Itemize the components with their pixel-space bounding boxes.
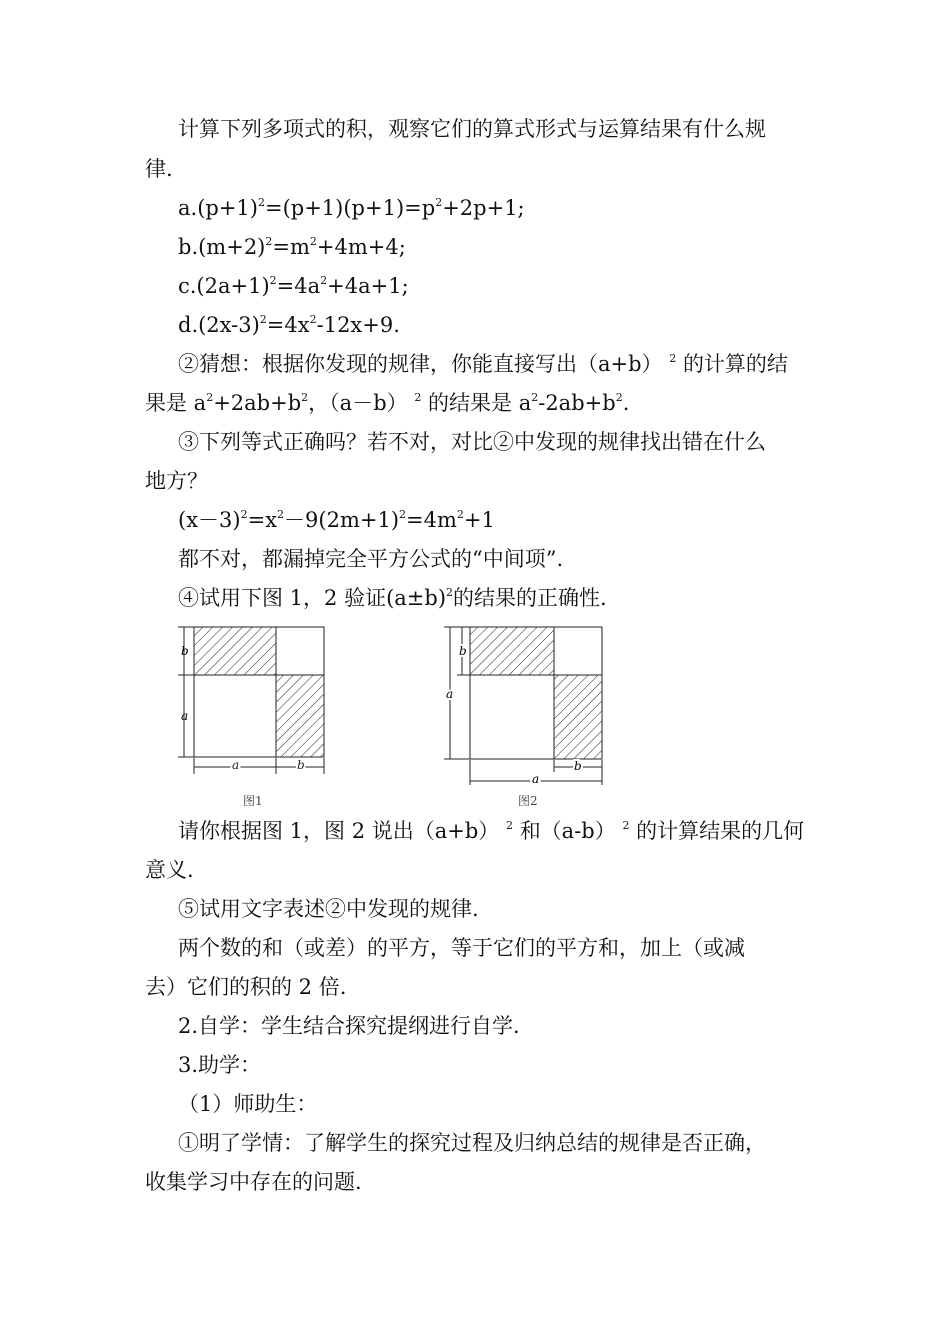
fig1-label-b-bottom: b — [297, 758, 305, 772]
example-b: $b.(m+2)^2=m^2+4m+4$; — [178, 235, 406, 259]
figure-2-diagram — [435, 620, 615, 785]
answer-3: 都不对，都漏掉完全平方公式的“中间项”. — [178, 547, 564, 571]
fig1-shaded-right — [276, 675, 324, 757]
section-3-assist: 3.助学： — [178, 1053, 262, 1077]
example-d: $d.(2x-3)^2=4x^2-12x+9$. — [178, 313, 400, 337]
question-3-line-1: ③下列等式正确吗？若不对，对比②中发现的规律找出错在什么 — [178, 430, 766, 454]
example-a: $a.(p+1)^2=(p+1)(p+1)=p^2+2p+1$; — [178, 196, 525, 220]
answer-5-line-2: 去）它们的积的 2 倍. — [145, 975, 347, 999]
section-2-self-study: 2.自学：学生结合探究提纲进行自学. — [178, 1014, 520, 1038]
question-4: ④试用下图 1，2 验证$(a\pm b)^2$的结果的正确性. — [178, 586, 607, 610]
figure-1-caption: 图1 — [243, 794, 263, 808]
guess-line-1: ②猜想：根据你发现的规律，你能直接写出（a+b） $^2$ 的计算的结 — [178, 352, 788, 376]
para-intro-1: 计算下列多项式的积，观察它们的算式形式与运算结果有什么规 — [178, 117, 766, 141]
figure-1-diagram — [170, 620, 340, 780]
fig1-label-a-bottom: a — [232, 758, 240, 772]
question-3-line-2: 地方？ — [145, 469, 208, 493]
question-4-meaning-2: 意义. — [145, 858, 194, 882]
fig2-label-b-bottom: b — [574, 759, 582, 773]
section-3-1-1-line-2: 收集学习中存在的问题. — [145, 1170, 362, 1194]
question-3-equations: $(x-3)^2=x^2-9(2m+1)^2=4m^2+1$ — [178, 508, 495, 532]
fig2-label-a-left: a — [446, 687, 454, 701]
fig1-shaded-top — [194, 627, 276, 675]
question-4-meaning-1: 请你根据图 1，图 2 说出（a+b） $^2$ 和（a-b） $^2$ 的计算结果的几何 — [178, 819, 805, 843]
fig2-shaded-top — [470, 627, 554, 675]
section-3-1-teacher: （1）师助生： — [178, 1092, 318, 1116]
example-c: $c.(2a+1)^2=4a^2+4a+1$; — [178, 274, 409, 298]
para-intro-2: 律. — [145, 157, 173, 181]
fig2-label-a-bottom: a — [532, 772, 540, 785]
fig2-shaded-right — [554, 675, 602, 759]
question-5: ⑤试用文字表述②中发现的规律. — [178, 897, 479, 921]
fig2-label-b-left: b — [459, 644, 467, 658]
fig1-label-a-left: a — [181, 709, 189, 723]
answer-5-line-1: 两个数的和（或差）的平方，等于它们的平方和，加上（或减 — [178, 936, 745, 960]
fig1-label-b-left: b — [181, 644, 189, 658]
figure-2-caption: 图2 — [518, 794, 538, 808]
guess-line-2: 果是 $a^2+2ab+b^2$，（a－b） $^2$ 的结果是 $a^2-2ab+b^2$. — [145, 391, 630, 415]
section-3-1-1-line-1: ①明了学情：了解学生的探究过程及归纳总结的规律是否正确， — [178, 1131, 766, 1155]
